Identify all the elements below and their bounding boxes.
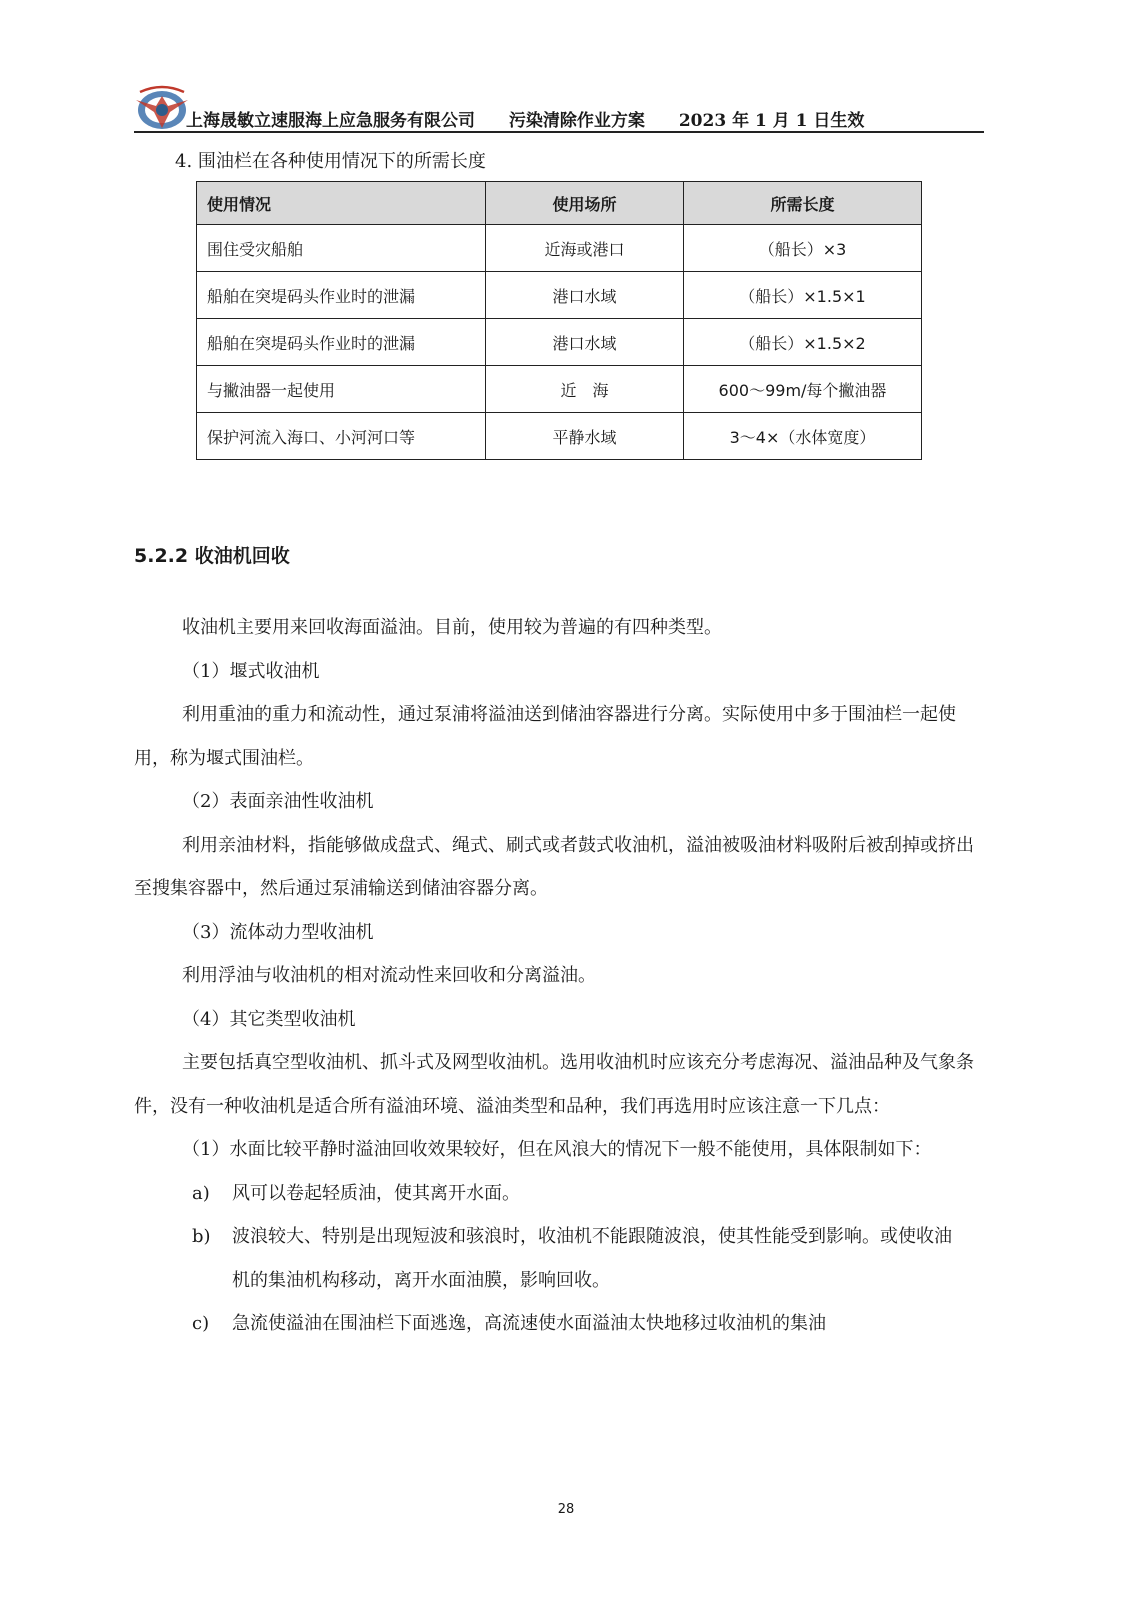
table-row	[197, 319, 922, 366]
type3-title: （3）流体动力型收油机	[182, 921, 374, 943]
header-doc-title: 污染清除作业方案	[508, 111, 645, 131]
table-cell: 近海或港口	[486, 225, 684, 272]
table-row	[197, 366, 922, 413]
list-item	[134, 1172, 984, 1216]
table-cell: （船长）×1.5×2	[684, 319, 922, 366]
table-cell: 600～99m/每个撇油器	[684, 366, 922, 413]
page-header	[134, 78, 984, 134]
table-cell: 船舶在突堤码头作业时的泄漏	[197, 319, 486, 366]
type1-text: 利用重油的重力和流动性，通过泵浦将溢油送到储油容器进行分离。实际使用中多于围油栏一起使用，称为堰式围油栏。	[134, 704, 956, 769]
paragraph-intro: 收油机主要用来回收海面溢油。目前，使用较为普遍的有四种类型。	[182, 617, 722, 638]
table-cell: 围住受灾船舶	[197, 225, 486, 272]
type3-text: 利用浮油与收油机的相对流动性来回收和分离溢油。	[182, 965, 596, 986]
table-row	[197, 413, 922, 460]
table-header-usage: 使用情况	[197, 182, 486, 225]
list-item	[134, 1215, 984, 1302]
list-marker: c)	[192, 1313, 210, 1334]
table-cell: 与撇油器一起使用	[197, 366, 486, 413]
table-header-row	[197, 182, 922, 225]
section-heading: 5.2.2 收油机回收	[134, 545, 290, 567]
boom-length-table	[196, 181, 922, 460]
header-effective-date: 2023 年 1 月 1 日生效	[678, 111, 865, 131]
body-text	[134, 606, 984, 1346]
page-number: 28	[557, 1502, 575, 1517]
list-text: 波浪较大、特别是出现短波和骇浪时，收油机不能跟随波浪，使其性能受到影响。或使收油机的集油机构移动，离开水面油膜，影响回收。	[232, 1226, 952, 1291]
header-rule	[134, 131, 984, 133]
list-marker: a)	[192, 1182, 210, 1204]
table-caption: 4. 围油栏在各种使用情况下的所需长度	[175, 151, 486, 172]
table-cell: （船长）×1.5×1	[684, 272, 922, 319]
table-cell: 3～4×（水体宽度）	[684, 413, 922, 460]
table-header-length: 所需长度	[684, 182, 922, 225]
table-cell: 港口水域	[486, 319, 684, 366]
table-cell: （船长）×3	[684, 225, 922, 272]
table-cell: 近 海	[486, 366, 684, 413]
list-marker: b)	[192, 1226, 211, 1247]
type2-title: （2）表面亲油性收油机	[182, 791, 374, 812]
table-row	[197, 272, 922, 319]
type4-title: （4）其它类型收油机	[182, 1008, 356, 1030]
table-header-location: 使用场所	[486, 182, 684, 225]
point1-text: （1）水面比较平静时溢油回收效果较好，但在风浪大的情况下一般不能使用，具体限制如下：	[182, 1139, 932, 1160]
list-item	[134, 1302, 984, 1346]
table-cell: 船舶在突堤码头作业时的泄漏	[197, 272, 486, 319]
type4-text: 主要包括真空型收油机、抓斗式及网型收油机。选用收油机时应该充分考虑海况、溢油品种及气象条件，没有一种收油机是适合所有溢油环境、溢油类型和品种，我们再选用时应该注意一下几点：	[134, 1052, 974, 1117]
list-text: 急流使溢油在围油栏下面逃逸，高流速使水面溢油太快地移过收油机的集油	[232, 1313, 826, 1334]
header-company: 上海晟敏立速服海上应急服务有限公司	[186, 111, 475, 131]
company-logo-icon	[134, 84, 190, 132]
table-cell: 保护河流入海口、小河河口等	[197, 413, 486, 460]
table-cell: 平静水域	[486, 413, 684, 460]
table-cell: 港口水域	[486, 272, 684, 319]
header-text	[186, 106, 892, 131]
table-row	[197, 225, 922, 272]
list-text: 风可以卷起轻质油，使其离开水面。	[232, 1182, 520, 1204]
type1-title: （1）堰式收油机	[182, 660, 320, 682]
type2-text: 利用亲油材料，指能够做成盘式、绳式、刷式或者鼓式收油机，溢油被吸油材料吸附后被刮掉或挤出至搜集容器中，然后通过泵浦输送到储油容器分离。	[134, 834, 974, 899]
